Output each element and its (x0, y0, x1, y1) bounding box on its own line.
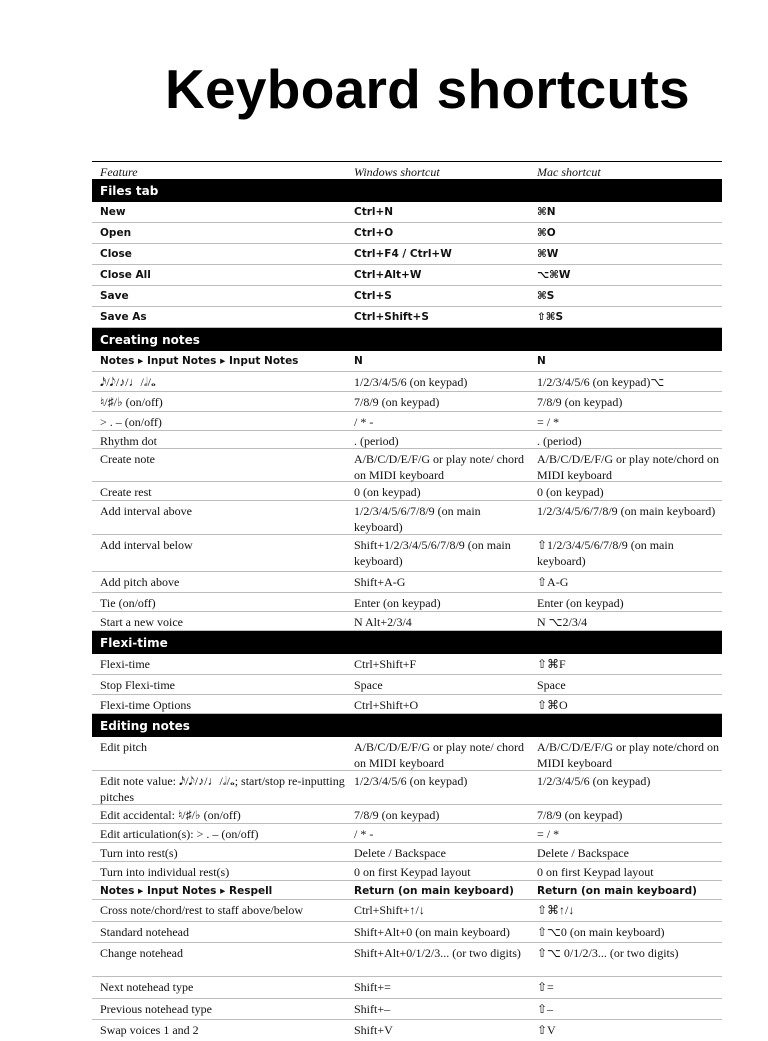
table-row (92, 593, 722, 612)
windows-shortcut-cell: Ctrl+Shift+O (354, 698, 419, 712)
windows-shortcut-cell: 1/2/3/4/5/6/7/8/9 (on main keyboard) (354, 504, 481, 534)
table-header-row (92, 162, 722, 179)
feature-cell: Swap voices 1 and 2 (100, 1023, 199, 1037)
mac-shortcut-cell: N (537, 355, 546, 367)
mac-shortcut-cell: N ⌥2/3/4 (537, 615, 588, 629)
column-header-mac: Mac shortcut (537, 165, 601, 179)
table-row (92, 881, 722, 900)
feature-cell: Cross note/chord/rest to staff above/below (100, 903, 304, 917)
mac-shortcut-cell: 7/8/9 (on keypad) (537, 808, 623, 822)
windows-shortcut-cell: Return (on main keyboard) (354, 885, 514, 897)
windows-shortcut-cell: Shift+Alt+0 (on main keyboard) (354, 925, 510, 939)
table-row (92, 999, 722, 1020)
mac-shortcut-cell: ⇧= (537, 980, 554, 994)
feature-cell: Edit accidental: ♮/♯/♭ (on/off) (100, 808, 241, 822)
windows-shortcut-cell: A/B/C/D/E/F/G or play note/ chord on MIDI keyboard (354, 740, 524, 770)
windows-shortcut-cell: Ctrl+Alt+W (354, 269, 422, 281)
feature-cell: ♮/♯/♭ (on/off) (100, 395, 163, 409)
feature-cell: Save (100, 290, 129, 302)
table-row (92, 307, 722, 328)
mac-shortcut-cell: ⇧V (537, 1023, 556, 1037)
mac-shortcut-cell: Space (537, 678, 566, 692)
windows-shortcut-cell: Enter (on keypad) (354, 596, 441, 610)
windows-shortcut-cell: Delete / Backspace (354, 846, 446, 860)
table-row (92, 862, 722, 881)
table-row (92, 977, 722, 999)
windows-shortcut-cell: Shift+– (354, 1002, 391, 1016)
mac-shortcut-cell: A/B/C/D/E/F/G or play note/chord on MIDI keyboard (537, 740, 719, 770)
feature-cell: Edit pitch (100, 740, 147, 754)
column-header-windows: Windows shortcut (354, 165, 440, 179)
mac-shortcut-cell: ⇧⌘O (537, 698, 568, 712)
windows-shortcut-cell: Space (354, 678, 383, 692)
feature-cell: > . – (on/off) (100, 415, 162, 429)
feature-cell: Turn into individual rest(s) (100, 865, 230, 879)
table-row (92, 943, 722, 977)
mac-shortcut-cell: 1/2/3/4/5/6 (on keypad)⌥ (537, 375, 665, 389)
mac-shortcut-cell: ⇧A-G (537, 575, 569, 589)
mac-shortcut-cell: 0 on first Keypad layout (537, 865, 654, 879)
mac-shortcut-cell: ⇧⌘↑/↓ (537, 903, 575, 917)
feature-cell: Stop Flexi-time (100, 678, 175, 692)
feature-cell: Change notehead (100, 946, 183, 960)
table-row (92, 286, 722, 307)
mac-shortcut-cell: ⇧⌘F (537, 657, 566, 671)
feature-cell: Edit articulation(s): > . – (on/off) (100, 827, 259, 841)
feature-cell: Flexi-time (100, 657, 150, 671)
feature-cell: Add pitch above (100, 575, 180, 589)
feature-cell: Start a new voice (100, 615, 183, 629)
windows-shortcut-cell: Ctrl+O (354, 227, 394, 239)
table-row (92, 412, 722, 431)
windows-shortcut-cell: 0 (on keypad) (354, 485, 421, 499)
table-row (92, 805, 722, 824)
windows-shortcut-cell: 0 on first Keypad layout (354, 865, 471, 879)
feature-cell: Edit note value: 𝅘𝅥𝅯/𝅘𝅥𝅮/♪/♩/𝅗𝅥/𝅝; start/stop re-inputting pitches (100, 774, 345, 804)
table-row (92, 372, 722, 392)
mac-shortcut-cell: 1/2/3/4/5/6/7/8/9 (on main keyboard) (537, 504, 716, 518)
windows-shortcut-cell: Shift+A-G (354, 575, 406, 589)
table-row (92, 771, 722, 805)
table-row (92, 737, 722, 771)
mac-shortcut-cell: ⇧⌘S (537, 311, 564, 323)
windows-shortcut-cell: Ctrl+S (354, 290, 392, 302)
mac-shortcut-cell: A/B/C/D/E/F/G or play note/chord on MIDI keyboard (537, 452, 719, 482)
mac-shortcut-cell: ⇧⌥0 (on main keyboard) (537, 925, 665, 939)
windows-shortcut-cell: Ctrl+Shift+↑/↓ (354, 903, 425, 917)
table-row (92, 501, 722, 535)
mac-shortcut-cell: Return (on main keyboard) (537, 885, 697, 897)
feature-cell: Close (100, 248, 132, 260)
feature-cell: New (100, 206, 126, 218)
windows-shortcut-cell: Shift+= (354, 980, 391, 994)
windows-shortcut-cell: Ctrl+Shift+S (354, 311, 429, 323)
windows-shortcut-cell: A/B/C/D/E/F/G or play note/ chord on MIDI keyboard (354, 452, 524, 482)
feature-cell: Add interval below (100, 538, 193, 552)
mac-shortcut-cell: . (period) (537, 434, 582, 448)
mac-shortcut-cell: = / * (537, 827, 560, 841)
windows-shortcut-cell: . (period) (354, 434, 399, 448)
table-row (92, 392, 722, 412)
windows-shortcut-cell: Shift+1/2/3/4/5/6/7/8/9 (on main keyboard) (354, 538, 511, 568)
mac-shortcut-cell: ⇧1/2/3/4/5/6/7/8/9 (on main keyboard) (537, 538, 674, 568)
feature-cell: Close All (100, 269, 151, 281)
feature-cell: Create note (100, 452, 155, 466)
windows-shortcut-cell: Shift+Alt+0/1/2/3... (or two digits) (354, 946, 521, 960)
table-row (92, 482, 722, 501)
mac-shortcut-cell: ⇧⌥ 0/1/2/3... (or two digits) (537, 946, 679, 960)
feature-cell: Open (100, 227, 132, 239)
feature-cell: 𝅘𝅥𝅯/𝅘𝅥𝅮/♪/♩/𝅗𝅥/𝅝 (100, 375, 156, 389)
feature-cell: Rhythm dot (100, 434, 158, 448)
mac-shortcut-cell: ⌘O (537, 227, 556, 239)
table-row (92, 535, 722, 572)
windows-shortcut-cell: 1/2/3/4/5/6 (on keypad) (354, 774, 468, 788)
section-header: Editing notes (92, 714, 722, 737)
mac-shortcut-cell: ⌥⌘W (537, 269, 571, 281)
feature-cell: Next notehead type (100, 980, 194, 994)
feature-cell: Tie (on/off) (100, 596, 156, 610)
table-row (92, 431, 722, 449)
mac-shortcut-cell: ⇧– (537, 1002, 554, 1016)
table-row (92, 265, 722, 286)
table-row (92, 223, 722, 244)
page-title: Keyboard shortcuts (165, 58, 690, 120)
mac-shortcut-cell: ⌘S (537, 290, 555, 302)
table-row (92, 244, 722, 265)
mac-shortcut-cell: 0 (on keypad) (537, 485, 604, 499)
table-row (92, 572, 722, 593)
windows-shortcut-cell: 1/2/3/4/5/6 (on keypad) (354, 375, 468, 389)
feature-cell: Turn into rest(s) (100, 846, 178, 860)
feature-cell: Add interval above (100, 504, 192, 518)
mac-shortcut-cell: Enter (on keypad) (537, 596, 624, 610)
windows-shortcut-cell: / * - (354, 415, 374, 429)
table-row (92, 351, 722, 372)
mac-shortcut-cell: ⌘N (537, 206, 556, 218)
windows-shortcut-cell: Ctrl+F4 / Ctrl+W (354, 248, 452, 260)
table-body (92, 179, 722, 1041)
mac-shortcut-cell: 7/8/9 (on keypad) (537, 395, 623, 409)
mac-shortcut-cell: 1/2/3/4/5/6 (on keypad) (537, 774, 651, 788)
table-row (92, 612, 722, 631)
windows-shortcut-cell: 7/8/9 (on keypad) (354, 808, 440, 822)
windows-shortcut-cell: N (354, 355, 363, 367)
table-row (92, 695, 722, 714)
windows-shortcut-cell: Ctrl+Shift+F (354, 657, 417, 671)
feature-cell: Flexi-time Options (100, 698, 191, 712)
table-row (92, 922, 722, 943)
feature-cell: Notes ▸ Input Notes ▸ Input Notes (100, 355, 299, 367)
feature-cell: Notes ▸ Input Notes ▸ Respell (100, 885, 273, 897)
section-header: Flexi-time (92, 631, 722, 654)
windows-shortcut-cell: Ctrl+N (354, 206, 394, 218)
shortcut-table (92, 161, 722, 1041)
mac-shortcut-cell: ⌘W (537, 248, 559, 260)
windows-shortcut-cell: N Alt+2/3/4 (354, 615, 412, 629)
section-header: Files tab (92, 179, 722, 202)
windows-shortcut-cell: 7/8/9 (on keypad) (354, 395, 440, 409)
table-row (92, 900, 722, 922)
table-row (92, 202, 722, 223)
table-row (92, 449, 722, 482)
windows-shortcut-cell: / * - (354, 827, 374, 841)
mac-shortcut-cell: = / * (537, 415, 560, 429)
column-header-feature: Feature (100, 165, 138, 179)
feature-cell: Create rest (100, 485, 152, 499)
feature-cell: Standard notehead (100, 925, 189, 939)
mac-shortcut-cell: Delete / Backspace (537, 846, 629, 860)
table-row (92, 675, 722, 695)
feature-cell: Save As (100, 311, 147, 323)
section-header: Creating notes (92, 328, 722, 351)
table-row (92, 654, 722, 675)
table-row (92, 843, 722, 862)
feature-cell: Previous notehead type (100, 1002, 212, 1016)
table-row (92, 1020, 722, 1041)
table-row (92, 824, 722, 843)
windows-shortcut-cell: Shift+V (354, 1023, 393, 1037)
